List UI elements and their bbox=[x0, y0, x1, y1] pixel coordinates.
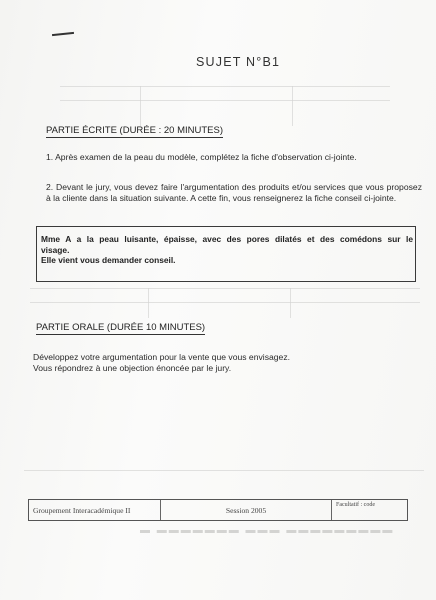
footer-table bbox=[28, 499, 408, 521]
bleed-through-line bbox=[24, 470, 424, 471]
written-part-heading: PARTIE ÉCRITE (DURÉE : 20 MINUTES) bbox=[46, 125, 224, 136]
bleed-through-line bbox=[140, 86, 141, 126]
bleed-through-line bbox=[30, 288, 420, 289]
bleed-through-line bbox=[30, 302, 420, 303]
pen-mark bbox=[52, 32, 74, 36]
footer-session: Session 2005 bbox=[161, 500, 332, 520]
bleed-through-line bbox=[290, 288, 291, 318]
oral-part-heading: PARTIE ORALE (DURÉE 10 MINUTES) bbox=[36, 322, 206, 333]
written-item-2: 2. Devant le jury, vous devez faire l'argumentation des produits et/ou services que vous proposez à la cliente dans la situation suivante. A cette fin, vous renseignerez la fiche conseil ci-jointe. bbox=[46, 182, 422, 203]
subject-title: SUJET N°B1 bbox=[196, 55, 281, 69]
written-item-1: 1. Après examen de la peau du modèle, complétez la fiche d'observation ci-jointe. bbox=[46, 152, 357, 162]
situation-text bbox=[41, 234, 413, 266]
bleed-through-line bbox=[148, 288, 149, 318]
footer-optional-code: Facultatif : code bbox=[336, 502, 375, 508]
oral-line-2: Vous répondrez à une objection énoncée par le jury. bbox=[33, 363, 232, 373]
bleed-through-line bbox=[292, 86, 293, 126]
situation-line-3: Elle vient vous demander conseil. bbox=[41, 255, 176, 265]
footer-group: Groupement Interacadémique II bbox=[29, 500, 161, 520]
oral-instructions bbox=[33, 352, 393, 374]
situation-line-2: visage. bbox=[41, 244, 70, 255]
bleed-through-line bbox=[60, 86, 390, 87]
bleed-through-line bbox=[60, 100, 390, 101]
situation-line-1: Mme A a la peau luisante, épaisse, avec des pores dilatés et des comédons sur le bbox=[41, 234, 413, 244]
bleed-through-text: ▬ ▬▬▬▬▬▬▬ ▬▬▬ ▬▬▬▬▬▬▬▬▬ bbox=[140, 525, 395, 536]
oral-line-1: Développez votre argumentation pour la vente que vous envisagez. bbox=[33, 352, 291, 362]
